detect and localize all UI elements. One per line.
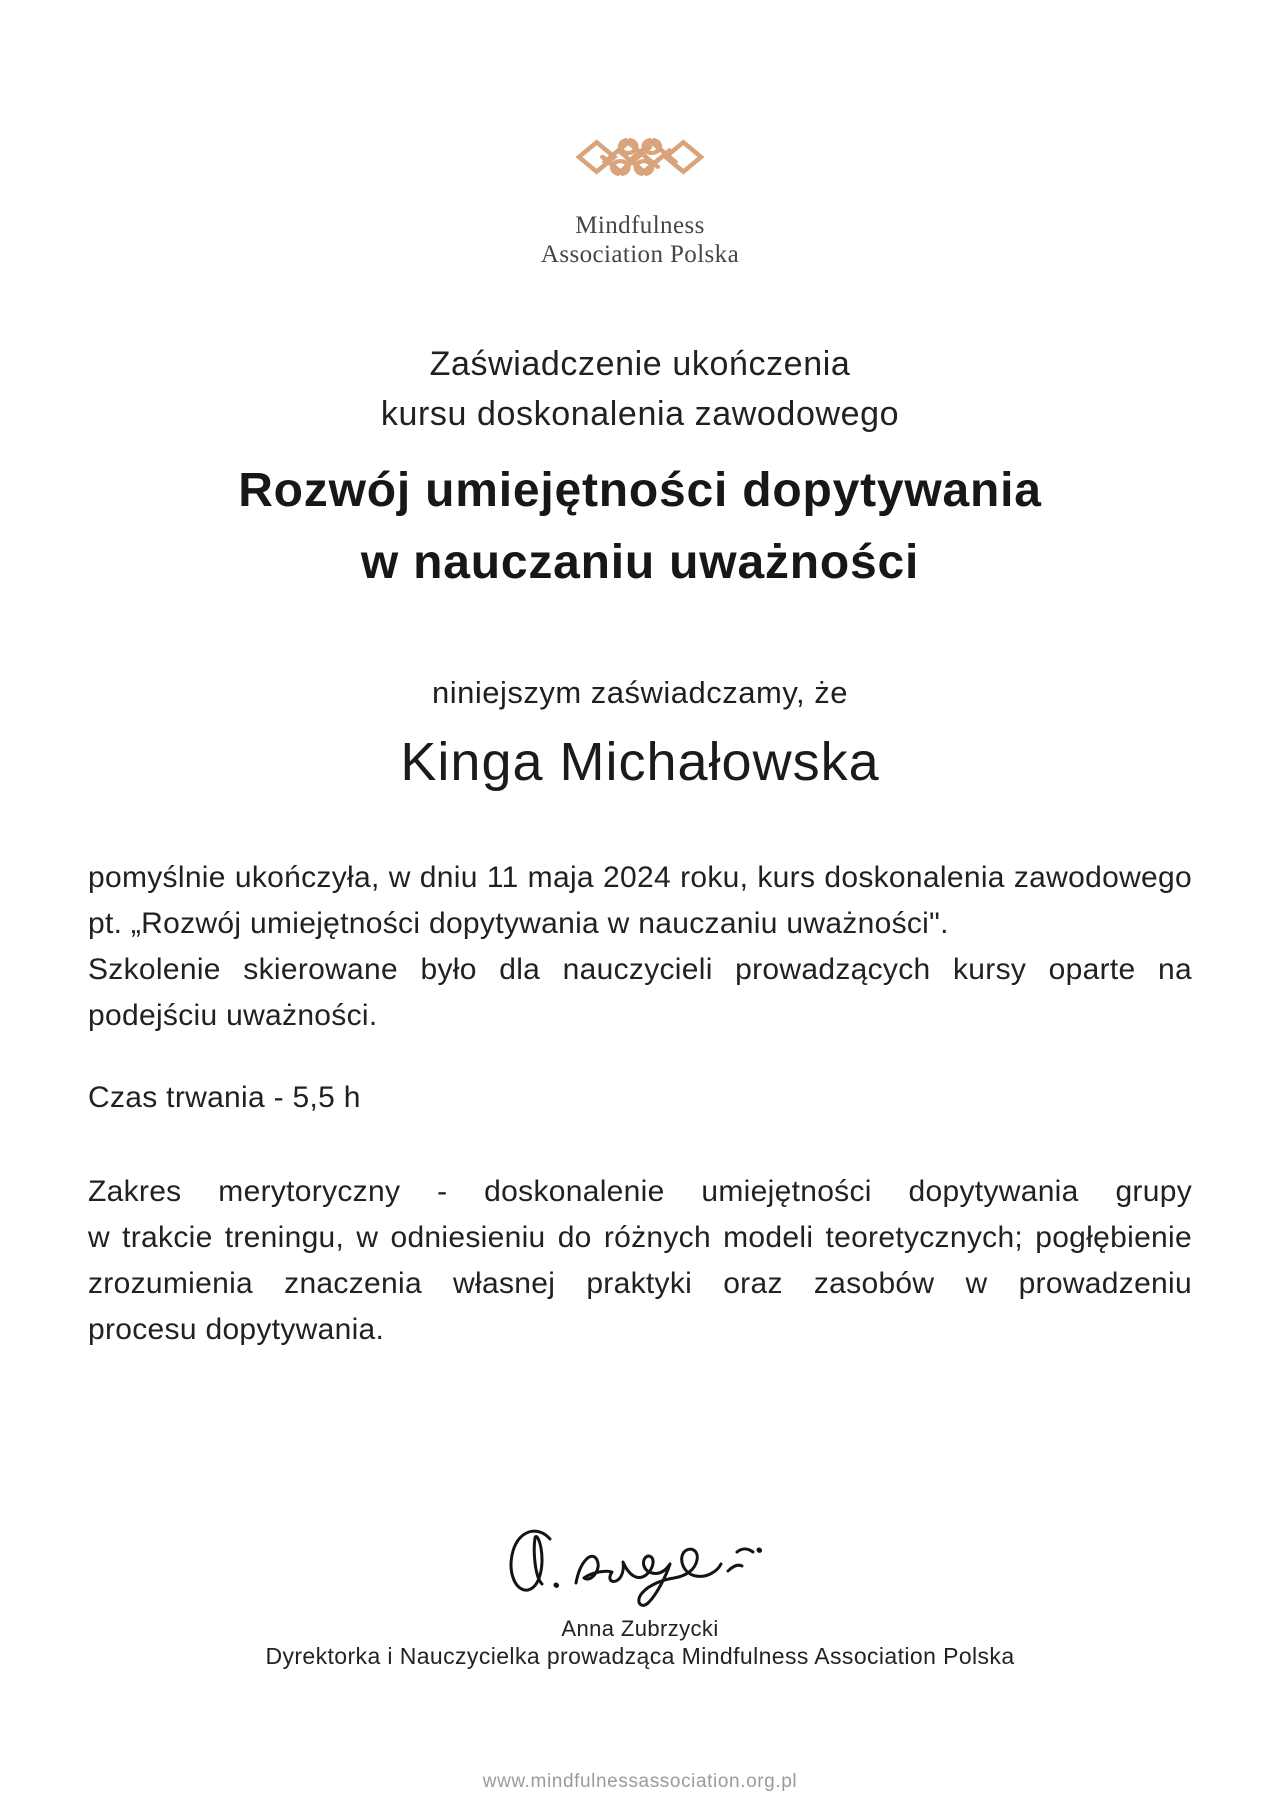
logo-wordmark	[0, 211, 1280, 269]
statement-text: niniejszym zaświadczamy, że	[431, 675, 849, 710]
endless-knot-icon	[576, 116, 704, 198]
course-title-line1: Rozwój umiejętności dopytywania	[238, 464, 1042, 517]
completion-line: pt. „Rozwój umiejętności dopytywania w nauczaniu uważności".	[88, 907, 949, 940]
heading-line2: kursu doskonalenia zawodowego	[380, 395, 900, 433]
scope-paragraph	[88, 1169, 1192, 1353]
logo-wordmark-line1: Mindfulness	[575, 212, 705, 239]
scope-line: procesu dopytywania.	[88, 1313, 385, 1346]
scope-line: zrozumienia znaczenia własnej praktyki oraz zasobów w prowadzeniu	[88, 1267, 1192, 1300]
logo	[576, 116, 704, 198]
signatory-name: Anna Zubrzycki	[561, 1616, 719, 1641]
logo-wordmark-line2: Association Polska	[540, 241, 740, 268]
signature-block	[0, 1521, 1280, 1671]
heading-line1: Zaświadczenie ukończenia	[429, 345, 851, 383]
course-title	[0, 455, 1280, 599]
completion-line: podejściu uważności.	[88, 999, 378, 1032]
completion-line: Szkolenie skierowane było dla nauczycieli prowadzących kursy oparte na	[88, 953, 1192, 986]
certificate-heading	[0, 339, 1280, 439]
course-title-line2: w nauczaniu uważności	[360, 536, 920, 589]
duration-text: Czas trwania - 5,5 h	[88, 1081, 361, 1114]
completion-line: pomyślnie ukończyła, w dniu 11 maja 2024 roku, kurs doskonalenia zawodowego	[88, 861, 1192, 894]
handwritten-signature-icon	[490, 1521, 790, 1611]
recipient-name: Kinga Michałowska	[400, 732, 880, 792]
signatory-role: Dyrektorka i Nauczycielka prowadząca Mindfulness Association Polska	[265, 1643, 1015, 1669]
scope-line: Zakres merytoryczny - doskonalenie umiejętności dopytywania grupy	[88, 1175, 1192, 1208]
completion-paragraph	[88, 855, 1192, 1039]
footer-url: www.mindfulnessassociation.org.pl	[482, 1771, 798, 1792]
scope-line: w trakcie treningu, w odniesieniu do różnych modeli teoretycznych; pogłębienie	[88, 1221, 1192, 1254]
